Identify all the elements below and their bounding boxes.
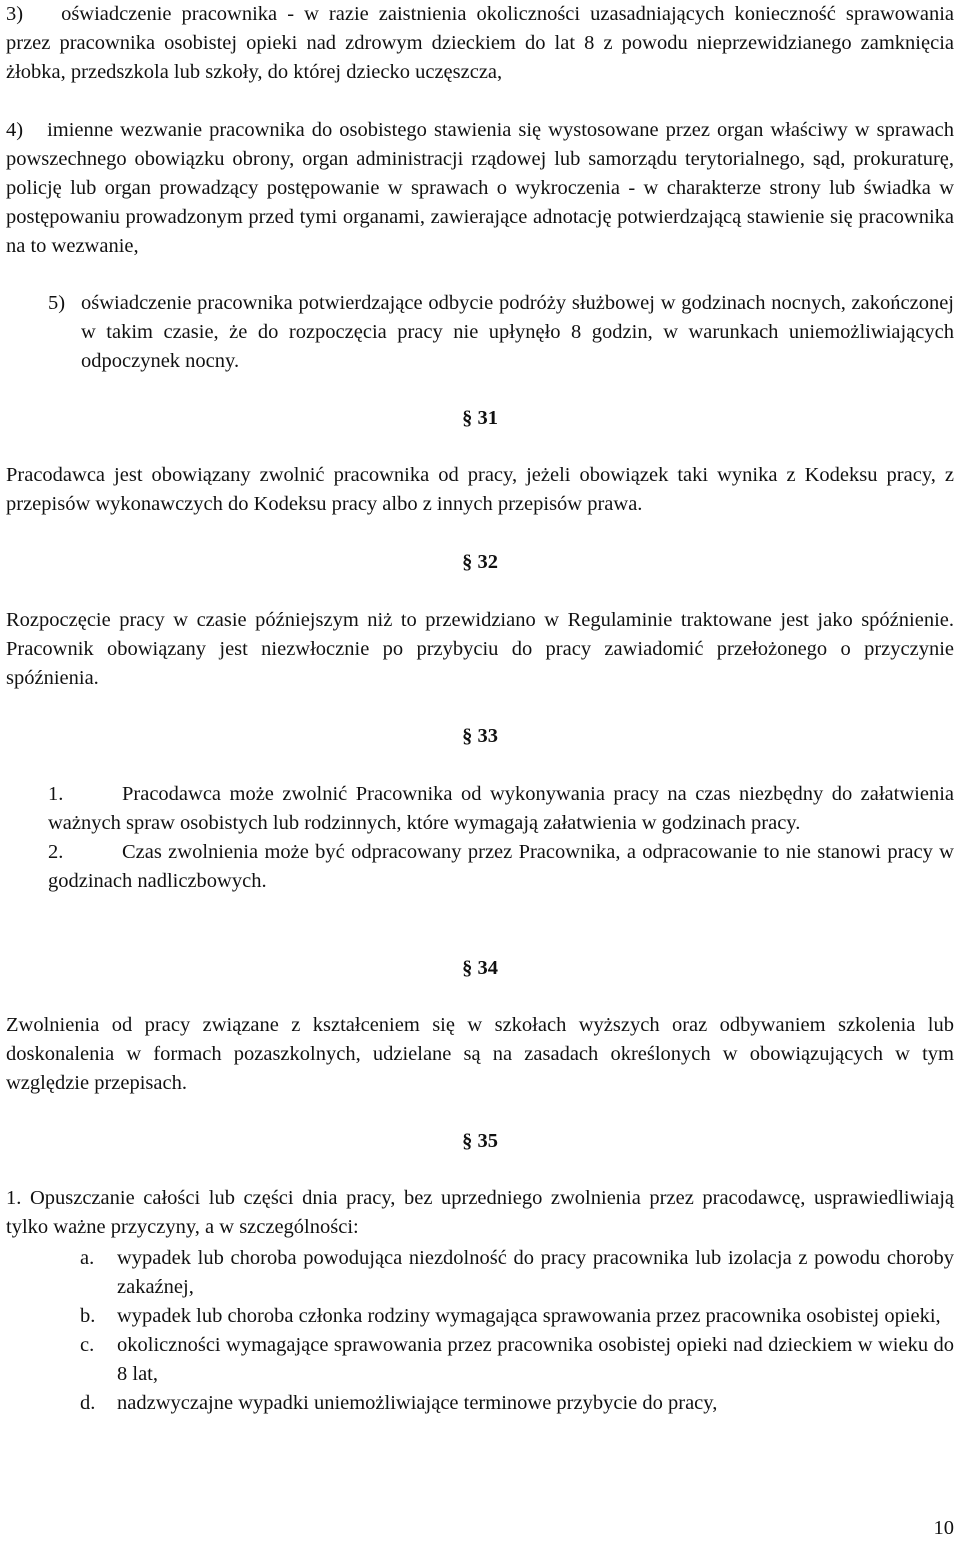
section-33-list bbox=[48, 780, 954, 896]
list-item-text: nadzwyczajne wypadki uniemożliwiające terminowe przybycie do pracy, bbox=[117, 1392, 718, 1414]
list-item-4 bbox=[6, 116, 954, 261]
list-item-number: 5) bbox=[48, 292, 66, 314]
list-item-number: 1. bbox=[48, 783, 64, 805]
paragraph: Rozpoczęcie pracy w czasie późniejszym niż to przewidziano w Regulaminie traktowane jest jako spóźnienie. Pracownik obowiązany jest niezwłocznie po przybyciu do pracy zawiadomić przełożonego o przyczynie spóźnienia. bbox=[6, 609, 954, 689]
section-heading-33 bbox=[0, 722, 960, 751]
list-item-3 bbox=[6, 0, 954, 87]
list-item bbox=[80, 1331, 954, 1389]
list-item-number: 4) bbox=[6, 119, 24, 141]
list-item-number: 3) bbox=[6, 3, 24, 25]
list-item-5 bbox=[48, 289, 954, 376]
section-number: 33 bbox=[477, 725, 498, 747]
section-number: 35 bbox=[477, 1130, 498, 1152]
list-item-number: 2. bbox=[48, 841, 64, 863]
section-sign: § bbox=[462, 1130, 473, 1152]
list-item bbox=[48, 838, 954, 896]
section-heading-34 bbox=[0, 954, 960, 983]
section-heading-35 bbox=[0, 1127, 960, 1156]
section-heading-31 bbox=[0, 404, 960, 433]
page-number: 10 bbox=[933, 1517, 954, 1539]
list-item bbox=[80, 1302, 954, 1331]
paragraph: Zwolnienia od pracy związane z kształceniem się w szkołach wyższych oraz odbywaniem szkolenia lub doskonalenia w formach pozaszkolnych, udzielane są na zasadach określonych w obowiązujących w tym względzie przepisach. bbox=[6, 1014, 954, 1094]
list-item-letter: d. bbox=[80, 1392, 96, 1414]
list-item-text: 3) oświadczenie pracownika - w razie zaistnienia okoliczności uzasadniających konieczność sprawowania przez pracownika osobistej opieki nad zdrowym dzieckiem do lat 8 z powodu nieprzewidzianego zamknięcia żłobka, przedszkola lub szkoły, do której dziecko uczęszcza, bbox=[6, 3, 954, 83]
list-item-letter: b. bbox=[80, 1305, 96, 1327]
section-35-list bbox=[80, 1244, 954, 1418]
list-item-text: Pracodawca może zwolnić Pracownika od wykonywania pracy na czas niezbędny do załatwienia ważnych spraw osobistych lub rodzinnych, które wymagają załatwienia w godzinach pracy. bbox=[48, 783, 954, 834]
section-34-body bbox=[6, 1011, 954, 1098]
list-item-text: wypadek lub choroba członka rodziny wymagająca sprawowania przez pracownika osobistej opieki, bbox=[117, 1305, 941, 1327]
paragraph: 1. Opuszczanie całości lub części dnia pracy, bez uprzedniego zwolnienia przez pracodawcę, usprawiedliwiają tylko ważne przyczyny, a w szczególności: bbox=[6, 1187, 954, 1238]
section-31-body bbox=[6, 461, 954, 519]
list-item-text: okoliczności wymagające sprawowania przez pracownika osobistej opieki nad dzieckiem w wieku do 8 lat, bbox=[117, 1334, 954, 1385]
section-number: 34 bbox=[477, 957, 498, 979]
list-item-letter: a. bbox=[80, 1247, 95, 1269]
section-sign: § bbox=[462, 407, 473, 429]
list-item bbox=[80, 1244, 954, 1302]
list-item-letter: c. bbox=[80, 1334, 95, 1356]
section-number: 32 bbox=[477, 551, 498, 573]
list-item-text: wypadek lub choroba powodująca niezdolność do pracy pracownika lub izolacja z powodu choroby zakaźnej, bbox=[117, 1247, 954, 1298]
list-item bbox=[80, 1389, 954, 1418]
section-sign: § bbox=[462, 725, 473, 747]
list-item bbox=[48, 780, 954, 838]
paragraph: Pracodawca jest obowiązany zwolnić pracownika od pracy, jeżeli obowiązek taki wynika z Kodeksu pracy, z przepisów wykonawczych do Kodeksu pracy albo z innych przepisów prawa. bbox=[6, 464, 954, 515]
list-item-text: oświadczenie pracownika potwierdzające odbycie podróży służbowej w godzinach nocnych, zakończonej w takim czasie, że do rozpoczęcia pracy nie upłynęło 8 godzin, w warunkach uniemożliwiających odpoczynek nocny. bbox=[81, 292, 954, 372]
list-item-text: 4) imienne wezwanie pracownika do osobistego stawienia się wystosowane przez organ właściwy w sprawach powszechnego obowiązku obrony, organ administracji rządowej lub samorządu terytorialnego, sąd, prokuraturę, policję lub organ prowadzący postępowanie w sprawach o wykroczenia - w charakterze strony lub świadka w postępowaniu prowadzonym przed tymi organami, zawierające adnotację potwierdzającą stawienie się pracownika na to wezwanie, bbox=[6, 119, 954, 257]
list-item-text: Czas zwolnienia może być odpracowany przez Pracownika, a odpracowanie to nie stanowi pracy w godzinach nadliczbowych. bbox=[48, 841, 954, 892]
section-number: 31 bbox=[477, 407, 498, 429]
section-32-body bbox=[6, 606, 954, 693]
section-heading-32 bbox=[0, 548, 960, 577]
section-35-intro bbox=[6, 1184, 954, 1242]
section-sign: § bbox=[462, 957, 473, 979]
section-sign: § bbox=[462, 551, 473, 573]
